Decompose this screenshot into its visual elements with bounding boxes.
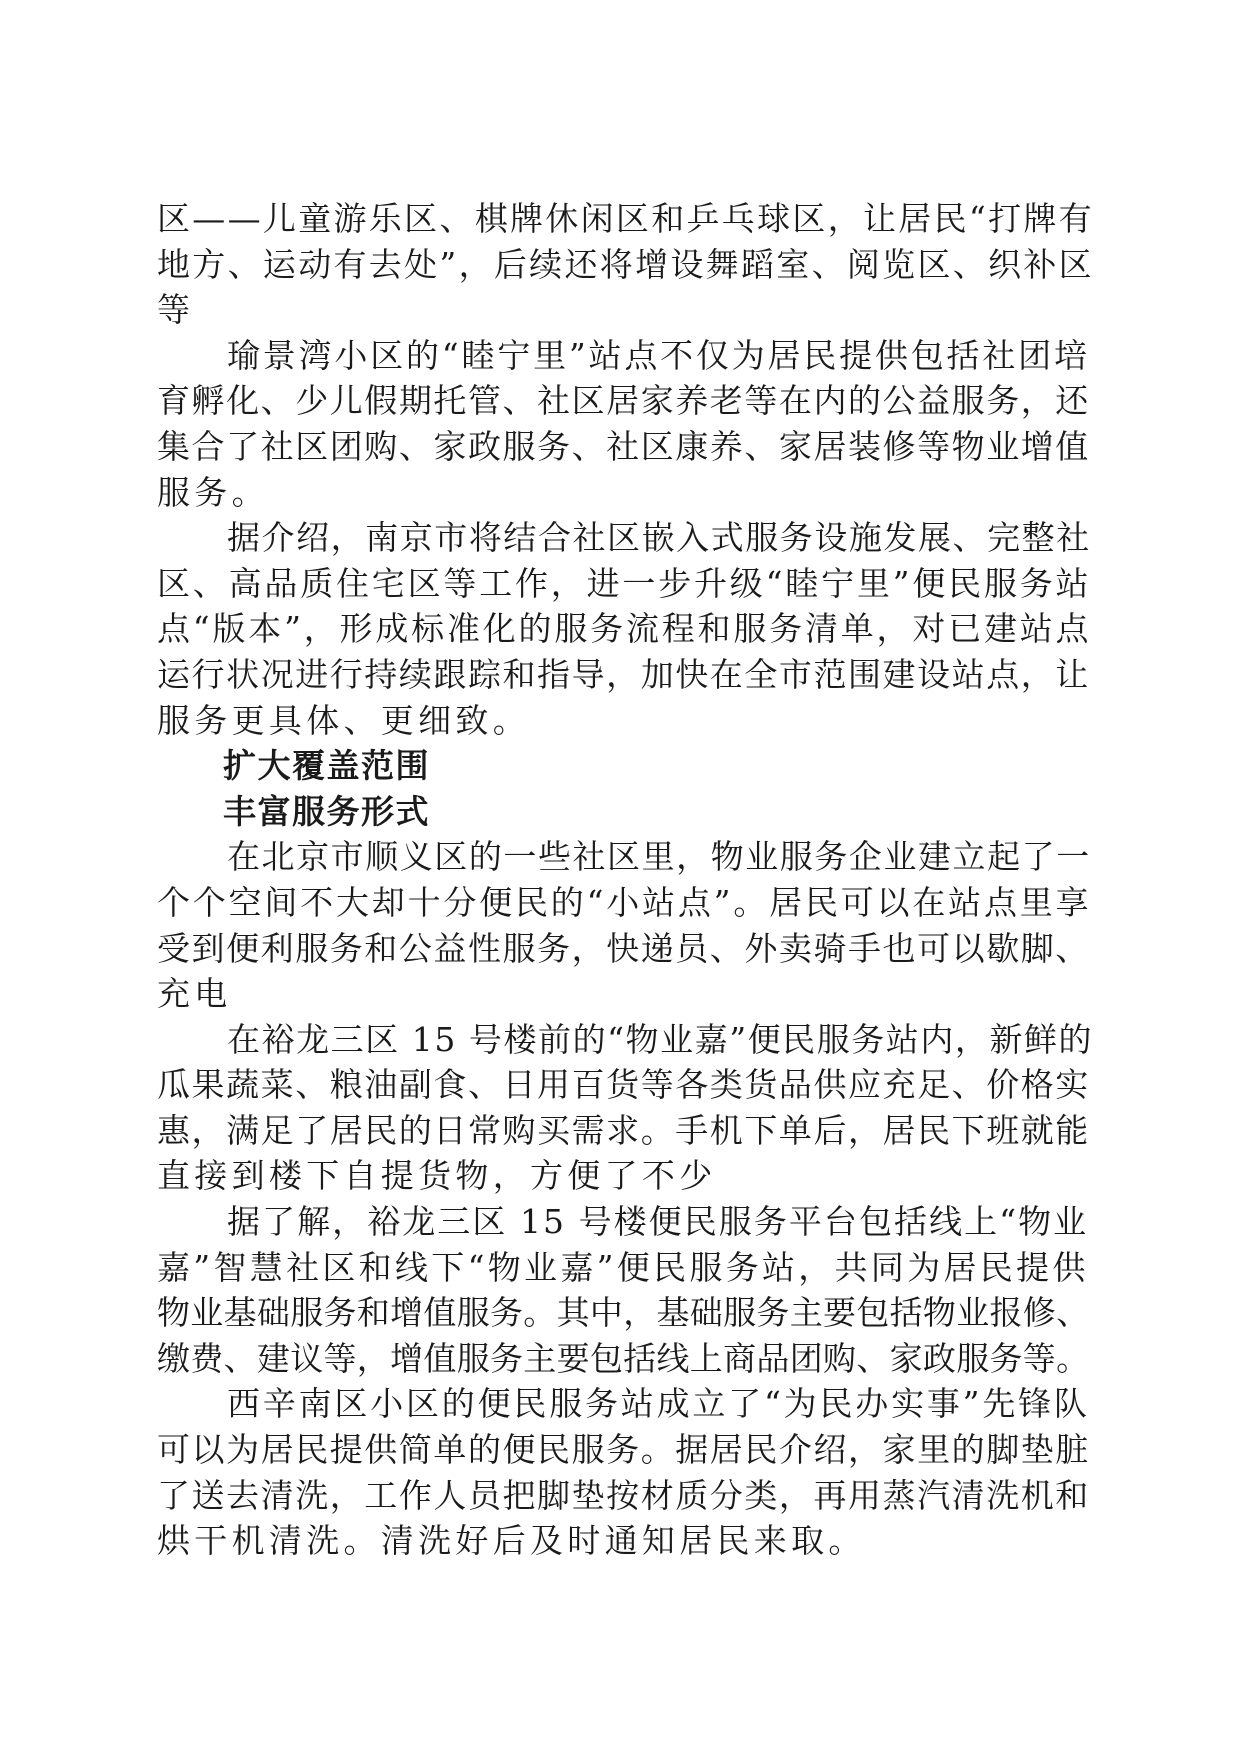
text-line: 等 bbox=[157, 290, 195, 330]
text-line: 在北京市顺义区的一些社区里，物业服务企业建立起了一 bbox=[227, 837, 1091, 877]
heading-line: 扩大覆盖范围 bbox=[223, 746, 430, 786]
text-line: 据了解，裕龙三区 15 号楼便民服务平台包括线上“物业 bbox=[227, 1202, 1089, 1242]
text-line: 集合了社区团购、家政服务、社区康养、家居装修等物业增值 bbox=[157, 426, 1090, 466]
text-line: 受到便利服务和公益性服务，快递员、外卖骑手也可以歇脚、 bbox=[157, 928, 1090, 968]
text-line: 运行状况进行持续跟踪和指导，加快在全市范围建设站点，让 bbox=[157, 654, 1090, 694]
text-line: 瓜果蔬菜、粮油副食、日用百货等各类货品供应充足、价格实 bbox=[157, 1065, 1090, 1105]
section-heading bbox=[157, 789, 1093, 835]
text-line: 区、高品质住宅区等工作，进一步升级“睦宁里”便民服务站 bbox=[157, 563, 1092, 603]
paragraph-xixinnan bbox=[157, 1381, 1093, 1563]
text-line: 可以为居民提供简单的便民服务。据居民介绍，家里的脚垫脏 bbox=[157, 1430, 1090, 1470]
text-line: 西辛南区小区的便民服务站成立了“为民办实事”先锋队 bbox=[227, 1384, 1090, 1424]
section-heading bbox=[157, 743, 1093, 789]
text-line: 区——儿童游乐区、棋牌休闲区和乒乓球区，让居民“打牌有 bbox=[157, 199, 1094, 238]
text-line: 嘉”智慧社区和线下“物业嘉”便民服务站，共同为居民提供 bbox=[157, 1247, 1089, 1287]
paragraph-continuation bbox=[157, 196, 1093, 333]
paragraph-nanjing bbox=[157, 515, 1093, 743]
text-line: 充电 bbox=[157, 974, 232, 1014]
text-line: 服务。 bbox=[157, 472, 269, 512]
text-line: 地方、运动有去处”，后续还将增设舞蹈室、阅览区、织补区 bbox=[157, 244, 1094, 284]
text-line: 在裕龙三区 15 号楼前的“物业嘉”便民服务站内，新鲜的 bbox=[227, 1019, 1094, 1059]
text-line: 了送去清洗，工作人员把脚垫按材质分类，再用蒸汽清洗机和 bbox=[157, 1475, 1090, 1515]
text-line: 个个空间不大却十分便民的“小站点”。居民可以在站点里享 bbox=[157, 882, 1092, 922]
text-line: 点“版本”，形成标准化的服务流程和服务清单，对已建站点 bbox=[157, 609, 1092, 649]
text-line: 物业基础服务和增值服务。其中，基础服务主要包括物业报修、 bbox=[157, 1293, 1090, 1333]
text-line: 惠，满足了居民的日常购买需求。手机下单后，居民下班就能 bbox=[157, 1110, 1090, 1150]
text-line: 直接到楼下自提货物，方便了不少 bbox=[157, 1156, 717, 1196]
paragraph-ruijingwan bbox=[157, 333, 1093, 515]
paragraph-yulong-station bbox=[157, 1017, 1093, 1199]
text-line: 烘干机清洗。清洗好后及时通知居民来取。 bbox=[157, 1521, 866, 1561]
heading-line: 丰富服务形式 bbox=[223, 791, 430, 831]
text-line: 服务更具体、更细致。 bbox=[157, 700, 530, 740]
article-body bbox=[157, 196, 1093, 1564]
paragraph-shunyi bbox=[157, 834, 1093, 1016]
text-line: 据介绍，南京市将结合社区嵌入式服务设施发展、完整社 bbox=[227, 518, 1091, 558]
text-line: 缴费、建议等，增值服务主要包括线上商品团购、家政服务等。 bbox=[157, 1338, 1090, 1378]
text-line: 瑜景湾小区的“睦宁里”站点不仅为居民提供包括社团培 bbox=[227, 335, 1090, 375]
text-line: 育孵化、少儿假期托管、社区居家养老等在内的公益服务，还 bbox=[157, 381, 1090, 421]
paragraph-yulong-platform bbox=[157, 1199, 1093, 1381]
